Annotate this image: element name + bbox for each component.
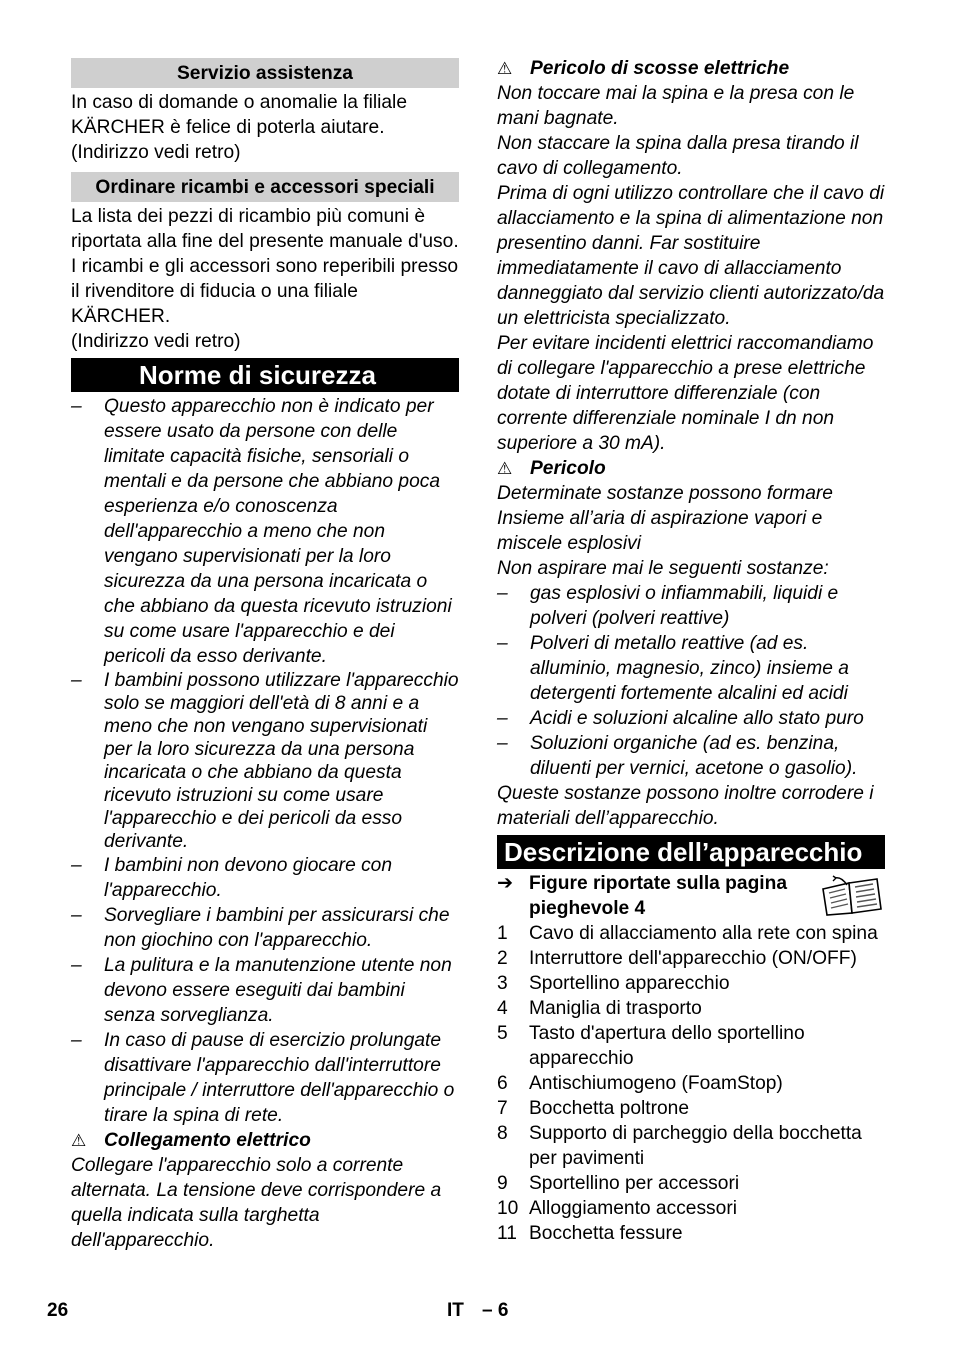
list-item: 2 Interruttore dell'apparecchio (ON/OFF) (497, 948, 857, 969)
list-item: 8 Supporto di parcheggio della bocchetta per pavimenti (497, 1123, 862, 1169)
warning-triangle-icon: ⚠ (71, 1131, 87, 1150)
list-item: 9 Sportellino per accessori (497, 1173, 740, 1194)
danger-heading: ⚠ Pericolo (497, 458, 606, 479)
service-address-note: (Indirizzo vedi retro) (71, 142, 241, 163)
safety-item: – I bambini possono utilizzare l'apparecchio solo se maggiori dell'età di 8 anni e a meno che non vengano supervisionati per la loro sicurezza da una persona incaricata o che abbiano da questa ricevuto istruzioni su come usare l'apparecchio e dei pericoli da esso derivante. (71, 670, 459, 852)
left-column (71, 56, 459, 1253)
warning-triangle-icon: ⚠ (497, 459, 513, 478)
safety-item: – La pulitura e la manutenzione utente non devono essere eseguiti dai bambini senza sorveglianza. (71, 955, 452, 1026)
section-page: – 6 (482, 1300, 509, 1321)
shock-heading: ⚠ Pericolo di scosse elettriche (497, 58, 790, 79)
list-item: 3 Sportellino apparecchio (497, 973, 730, 994)
figure-note: ➔ Figure riportate sulla pagina pieghevole 4 (497, 871, 885, 921)
list-item: 4 Maniglia di trasporto (497, 998, 702, 1019)
safety-item: – I bambini non devono giocare con l'apparecchio. (71, 855, 393, 901)
list-item: 5 Tasto d'apertura dello sportellino apparecchio (497, 1023, 805, 1069)
list-item: 10 Alloggiamento accessori (497, 1198, 737, 1219)
open-book-icon (819, 875, 885, 917)
arrow-right-icon: ➔ (497, 873, 514, 894)
shock-text-4: Per evitare incidenti elettrici raccomandiamo di collegare l'apparecchio a prese elettriche dotate di interruttore differenziale (con corrente differenziale nominale I dn non superiore a 30 mA). (497, 333, 874, 454)
danger-item: – Polveri di metallo reattive (ad es. alluminio, magnesio, zinco) insieme a detergenti fortemente alcalini ed acidi (497, 633, 849, 704)
parts-text-2: I ricambi e gli accessori sono reperibili presso il rivenditore di fiducia o una filiale KÄRCHER. (71, 256, 459, 327)
list-item: 6 Antischiumogeno (FoamStop) (497, 1073, 783, 1094)
danger-item: – Acidi e soluzioni alcaline allo stato puro (497, 708, 864, 729)
language-code: IT (447, 1300, 464, 1321)
danger-text-3: Queste sostanze possono inoltre corrodere i materiali dell’apparecchio. (497, 783, 874, 829)
safety-item: – Questo apparecchio non è indicato per essere usato da persone con delle limitate capacità fisiche, sensoriali o mentali e da persone che abbiano poca esperienza e/o conoscenza dell'apparecchio a meno che non vengano supervisionati per la loro sicurezza da una persona incaricata o che abbiano da questa ricevuto istruzioni su come usare l'apparecchio e dei pericoli da esso derivante. (71, 396, 452, 667)
shock-text-1: Non toccare mai la spina e la presa con le mani bagnate. (497, 83, 855, 129)
right-column (497, 56, 885, 1246)
safety-item: – In caso di pause di esercizio prolungate disattivare l'apparecchio dall'interruttore principale / interruttore dell'apparecchio o tirare la spina di rete. (71, 1030, 455, 1126)
parts-text-1: La lista dei pezzi di ricambio più comuni è riportata alla fine del presente manuale d'uso. (71, 206, 459, 252)
danger-text-2: Non aspirare mai le seguenti sostanze: (497, 558, 829, 579)
electric-text: Collegare l'apparecchio solo a corrente alternata. La tensione deve corrispondere a quella indicata sulla targhetta dell'apparecchio. (71, 1155, 442, 1251)
danger-item: – Soluzioni organiche (ad es. benzina, diluenti per vernici, acetone o gasolio). (497, 733, 858, 779)
safety-item: – Sorvegliare i bambini per assicurarsi che non giochino con l'apparecchio. (71, 905, 450, 951)
safety-heading: Norme di sicurezza (71, 358, 459, 392)
service-text: In caso di domande o anomalie la filiale KÄRCHER è felice di poterla aiutare. (71, 92, 407, 138)
list-item: 7 Bocchetta poltrone (497, 1098, 690, 1119)
parts-heading: Ordinare ricambi e accessori speciali (71, 172, 459, 202)
danger-item: – gas esplosivi o infiammabili, liquidi e polveri (polveri reattive) (497, 583, 839, 629)
warning-triangle-icon: ⚠ (497, 59, 513, 78)
list-item: 1 Cavo di allacciamento alla rete con spina (497, 923, 878, 944)
page-number: 26 (47, 1300, 69, 1321)
parts-address-note: (Indirizzo vedi retro) (71, 331, 241, 352)
electric-heading: ⚠ Collegamento elettrico (71, 1130, 311, 1151)
shock-text-3: Prima di ogni utilizzo controllare che il cavo di allacciamento e la spina di alimentazione non presentino danni. Far sostituire immediatamente il cavo di allacciamento danneggiato dal servizio clienti autorizzato/da un elettricista specializzato. (497, 183, 885, 329)
danger-text-1: Determinate sostanze possono formare Insieme all’aria di aspirazione vapori e miscele esplosivi (497, 483, 833, 554)
description-heading: Descrizione dell’apparecchio (497, 835, 885, 869)
shock-text-2: Non staccare la spina dalla presa tirando il cavo di collegamento. (497, 133, 859, 179)
service-heading: Servizio assistenza (71, 58, 459, 88)
list-item: 11 Bocchetta fessure (497, 1223, 683, 1244)
